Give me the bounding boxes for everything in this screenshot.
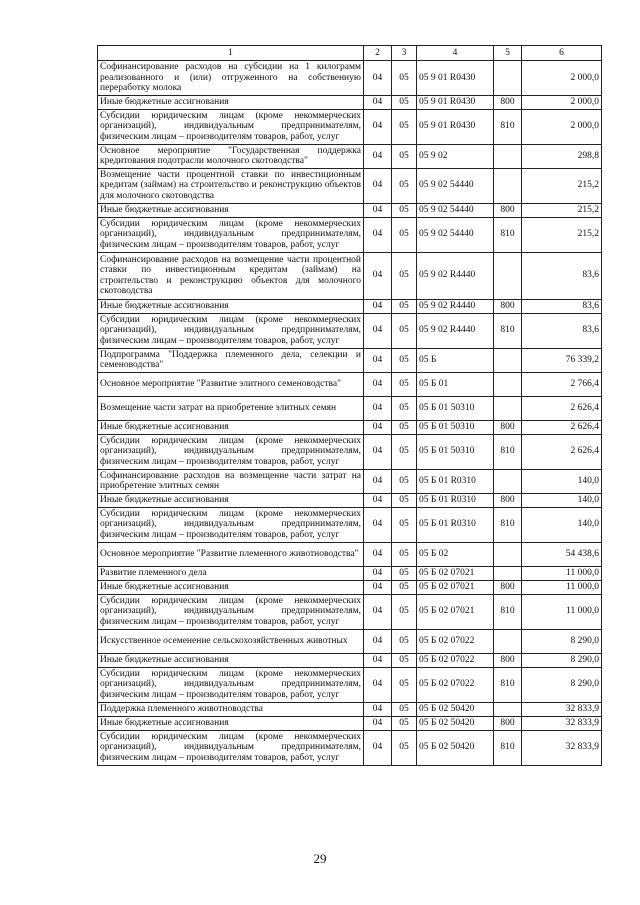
row-subsection-cell: 05 [392,702,417,716]
row-subsection-cell: 05 [392,469,417,493]
row-subsection-cell: 05 [392,144,417,168]
table-row [98,313,602,348]
row-section-cell: 04 [364,730,392,765]
row-name-cell: Развитие племенного дела [98,566,364,580]
table-row [98,653,602,667]
row-target-code-cell: 05 Б 02 07021 [417,566,494,580]
row-target-code-cell: 05 Б 01 R0310 [417,493,494,507]
table-row [98,667,602,702]
row-amount-cell: 8 290,0 [522,629,602,653]
row-subsection-cell: 05 [392,217,417,252]
table-row [98,629,602,653]
row-section-cell: 04 [364,702,392,716]
row-expense-type-cell: 810 [494,217,522,252]
row-name-cell: Иные бюджетные ассигнования [98,493,364,507]
row-target-code-cell: 05 Б 01 50310 [417,420,494,434]
row-expense-type-cell [494,168,522,203]
row-subsection-cell: 05 [392,730,417,765]
table-row [98,144,602,168]
row-expense-type-cell: 810 [494,594,522,629]
row-amount-cell: 83,6 [522,252,602,299]
row-target-code-cell: 05 Б 02 07022 [417,653,494,667]
row-expense-type-cell [494,702,522,716]
row-amount-cell: 2 626,4 [522,420,602,434]
row-amount-cell: 2 000,0 [522,109,602,144]
row-section-cell: 04 [364,667,392,702]
row-amount-cell: 2 626,4 [522,434,602,469]
row-amount-cell: 8 290,0 [522,653,602,667]
row-amount-cell: 76 339,2 [522,348,602,372]
row-expense-type-cell: 800 [494,203,522,217]
row-name-cell: Софинансирование расходов на возмещение части затрат на приобретение элитных семян [98,469,364,493]
row-name-cell: Основное мероприятие "Государственная поддержка кредитования подотрасли молочного скотоводства" [98,144,364,168]
row-amount-cell: 11 000,0 [522,594,602,629]
header-cell-expense-type: 5 [494,46,522,61]
row-expense-type-cell: 800 [494,716,522,730]
row-name-cell: Иные бюджетные ассигнования [98,203,364,217]
row-target-code-cell: 05 Б 02 07022 [417,667,494,702]
row-name-cell: Иные бюджетные ассигнования [98,299,364,313]
row-amount-cell: 32 833,9 [522,730,602,765]
row-expense-type-cell: 810 [494,667,522,702]
row-amount-cell: 140,0 [522,493,602,507]
row-expense-type-cell: 800 [494,95,522,109]
row-expense-type-cell [494,144,522,168]
row-amount-cell: 32 833,9 [522,702,602,716]
row-section-cell: 04 [364,469,392,493]
table-row [98,95,602,109]
row-subsection-cell: 05 [392,95,417,109]
row-name-cell: Иные бюджетные ассигнования [98,420,364,434]
row-section-cell: 04 [364,348,392,372]
row-section-cell: 04 [364,542,392,566]
row-section-cell: 04 [364,594,392,629]
table-row [98,217,602,252]
header-cell-target-code: 4 [417,46,494,61]
row-name-cell: Субсидии юридическим лицам (кроме некоммерческих организаций), индивидуальным предпринимателям, физическим лицам – производителям товаров, работ, услуг [98,434,364,469]
row-target-code-cell: 05 9 01 R0430 [417,61,494,96]
row-name-cell: Иные бюджетные ассигнования [98,95,364,109]
row-subsection-cell: 05 [392,542,417,566]
row-section-cell: 04 [364,299,392,313]
row-expense-type-cell: 810 [494,730,522,765]
header-row [98,46,602,61]
row-amount-cell: 2 626,4 [522,396,602,420]
row-subsection-cell: 05 [392,493,417,507]
table-row [98,203,602,217]
header-cell-section: 2 [364,46,392,61]
header-cell-name: 1 [98,46,364,61]
row-amount-cell: 215,2 [522,217,602,252]
row-target-code-cell: 05 Б [417,348,494,372]
table-row [98,168,602,203]
row-name-cell: Субсидии юридическим лицам (кроме некоммерческих организаций), индивидуальным предпринимателям, физическим лицам – производителям товаров, работ, услуг [98,109,364,144]
row-amount-cell: 2 766,4 [522,372,602,396]
row-amount-cell: 11 000,0 [522,580,602,594]
table-row [98,299,602,313]
row-target-code-cell: 05 9 01 R0430 [417,95,494,109]
row-name-cell: Искусственное осеменение сельскохозяйственных животных [98,629,364,653]
row-subsection-cell: 05 [392,716,417,730]
row-name-cell: Субсидии юридическим лицам (кроме некоммерческих организаций), индивидуальным предпринимателям, физическим лицам – производителям товаров, работ, услуг [98,313,364,348]
row-target-code-cell: 05 9 02 [417,144,494,168]
row-expense-type-cell [494,469,522,493]
page-number: 29 [313,851,327,866]
row-expense-type-cell: 800 [494,299,522,313]
row-subsection-cell: 05 [392,594,417,629]
row-name-cell: Субсидии юридическим лицам (кроме некоммерческих организаций), индивидуальным предпринимателям, физическим лицам – производителям товаров, работ, услуг [98,667,364,702]
row-section-cell: 04 [364,420,392,434]
row-section-cell: 04 [364,109,392,144]
table-row [98,109,602,144]
row-name-cell: Основное мероприятие "Развитие элитного семеноводства" [98,372,364,396]
row-target-code-cell: 05 Б 02 07022 [417,629,494,653]
row-expense-type-cell: 800 [494,420,522,434]
table-row [98,594,602,629]
row-section-cell: 04 [364,252,392,299]
table-row [98,542,602,566]
row-amount-cell: 298,8 [522,144,602,168]
row-name-cell: Субсидии юридическим лицам (кроме некоммерческих организаций), индивидуальным предпринимателям, физическим лицам – производителям товаров, работ, услуг [98,594,364,629]
row-subsection-cell: 05 [392,61,417,96]
row-target-code-cell: 05 9 02 R4440 [417,299,494,313]
row-target-code-cell: 05 Б 02 [417,542,494,566]
row-target-code-cell: 05 9 01 R0430 [417,109,494,144]
row-name-cell: Субсидии юридическим лицам (кроме некоммерческих организаций), индивидуальным предпринимателям, физическим лицам – производителям товаров, работ, услуг [98,730,364,765]
row-target-code-cell: 05 Б 01 50310 [417,434,494,469]
row-name-cell: Иные бюджетные ассигнования [98,716,364,730]
table-row [98,469,602,493]
row-subsection-cell: 05 [392,313,417,348]
row-subsection-cell: 05 [392,420,417,434]
row-name-cell: Возмещение части затрат на приобретение элитных семян [98,396,364,420]
table-row [98,348,602,372]
row-name-cell: Поддержка племенного животноводства [98,702,364,716]
row-expense-type-cell [494,542,522,566]
row-expense-type-cell [494,396,522,420]
row-section-cell: 04 [364,580,392,594]
row-subsection-cell: 05 [392,434,417,469]
row-target-code-cell: 05 9 02 54440 [417,217,494,252]
row-expense-type-cell [494,61,522,96]
row-name-cell: Подпрограмма "Поддержка племенного дела, селекции и семеноводства" [98,348,364,372]
table-row [98,372,602,396]
table-row [98,730,602,765]
row-section-cell: 04 [364,61,392,96]
row-name-cell: Субсидии юридическим лицам (кроме некоммерческих организаций), индивидуальным предпринимателям, физическим лицам – производителям товаров, работ, услуг [98,507,364,542]
row-expense-type-cell: 810 [494,434,522,469]
row-subsection-cell: 05 [392,507,417,542]
row-name-cell: Иные бюджетные ассигнования [98,580,364,594]
row-subsection-cell: 05 [392,252,417,299]
row-target-code-cell: 05 Б 02 50420 [417,702,494,716]
row-amount-cell: 32 833,9 [522,716,602,730]
row-subsection-cell: 05 [392,372,417,396]
row-subsection-cell: 05 [392,168,417,203]
table-row [98,580,602,594]
table-body [98,61,602,766]
row-expense-type-cell: 800 [494,493,522,507]
row-subsection-cell: 05 [392,653,417,667]
row-section-cell: 04 [364,653,392,667]
row-amount-cell: 140,0 [522,507,602,542]
row-subsection-cell: 05 [392,203,417,217]
row-target-code-cell: 05 Б 02 50420 [417,730,494,765]
row-expense-type-cell: 800 [494,653,522,667]
row-target-code-cell: 05 Б 01 R0310 [417,469,494,493]
row-section-cell: 04 [364,168,392,203]
row-amount-cell: 2 000,0 [522,61,602,96]
row-section-cell: 04 [364,434,392,469]
row-section-cell: 04 [364,716,392,730]
row-amount-cell: 215,2 [522,168,602,203]
row-amount-cell: 54 438,6 [522,542,602,566]
row-target-code-cell: 05 9 02 54440 [417,168,494,203]
row-name-cell: Основное мероприятие "Развитие племенного животноводства" [98,542,364,566]
header-cell-subsection: 3 [392,46,417,61]
row-section-cell: 04 [364,313,392,348]
row-target-code-cell: 05 Б 01 [417,372,494,396]
table-row [98,493,602,507]
row-target-code-cell: 05 Б 01 R0310 [417,507,494,542]
row-expense-type-cell: 810 [494,507,522,542]
table-row [98,566,602,580]
row-expense-type-cell: 800 [494,580,522,594]
row-name-cell: Софинансирование расходов на возмещение части процентной ставки по инвестиционным кредитам (займам) на строительство и реконструкцию объектов для молочного скотоводства [98,252,364,299]
table-row [98,716,602,730]
header-cell-amount: 6 [522,46,602,61]
row-section-cell: 04 [364,629,392,653]
row-subsection-cell: 05 [392,667,417,702]
row-section-cell: 04 [364,95,392,109]
row-amount-cell: 83,6 [522,313,602,348]
budget-table [97,45,602,766]
table-row [98,434,602,469]
row-expense-type-cell: 810 [494,313,522,348]
row-section-cell: 04 [364,203,392,217]
row-subsection-cell: 05 [392,348,417,372]
table-row [98,420,602,434]
table-row [98,61,602,96]
row-subsection-cell: 05 [392,109,417,144]
row-amount-cell: 2 000,0 [522,95,602,109]
table-row [98,702,602,716]
row-section-cell: 04 [364,493,392,507]
row-name-cell: Софинансирование расходов на субсидии на 1 килограмм реализованного и (или) отгруженного на собственную переработку молока [98,61,364,96]
row-expense-type-cell [494,252,522,299]
row-amount-cell: 8 290,0 [522,667,602,702]
row-expense-type-cell [494,348,522,372]
row-amount-cell: 83,6 [522,299,602,313]
row-section-cell: 04 [364,144,392,168]
row-section-cell: 04 [364,217,392,252]
row-target-code-cell: 05 9 02 R4440 [417,252,494,299]
row-section-cell: 04 [364,507,392,542]
row-expense-type-cell [494,566,522,580]
row-name-cell: Субсидии юридическим лицам (кроме некоммерческих организаций), индивидуальным предпринимателям, физическим лицам – производителям товаров, работ, услуг [98,217,364,252]
row-target-code-cell: 05 Б 02 07021 [417,594,494,629]
row-amount-cell: 215,2 [522,203,602,217]
row-section-cell: 04 [364,396,392,420]
row-expense-type-cell: 810 [494,109,522,144]
row-target-code-cell: 05 9 02 R4440 [417,313,494,348]
row-subsection-cell: 05 [392,396,417,420]
row-target-code-cell: 05 Б 02 50420 [417,716,494,730]
row-amount-cell: 140,0 [522,469,602,493]
table-row [98,252,602,299]
row-subsection-cell: 05 [392,629,417,653]
row-expense-type-cell [494,629,522,653]
row-name-cell: Иные бюджетные ассигнования [98,653,364,667]
row-section-cell: 04 [364,372,392,396]
table-row [98,507,602,542]
row-expense-type-cell [494,372,522,396]
row-subsection-cell: 05 [392,299,417,313]
row-target-code-cell: 05 Б 02 07021 [417,580,494,594]
row-target-code-cell: 05 Б 01 50310 [417,396,494,420]
row-name-cell: Возмещение части процентной ставки по инвестиционным кредитам (займам) на строительство и реконструкцию объектов для молочного скотоводства [98,168,364,203]
row-subsection-cell: 05 [392,566,417,580]
row-section-cell: 04 [364,566,392,580]
table-row [98,396,602,420]
row-amount-cell: 11 000,0 [522,566,602,580]
row-subsection-cell: 05 [392,580,417,594]
row-target-code-cell: 05 9 02 54440 [417,203,494,217]
